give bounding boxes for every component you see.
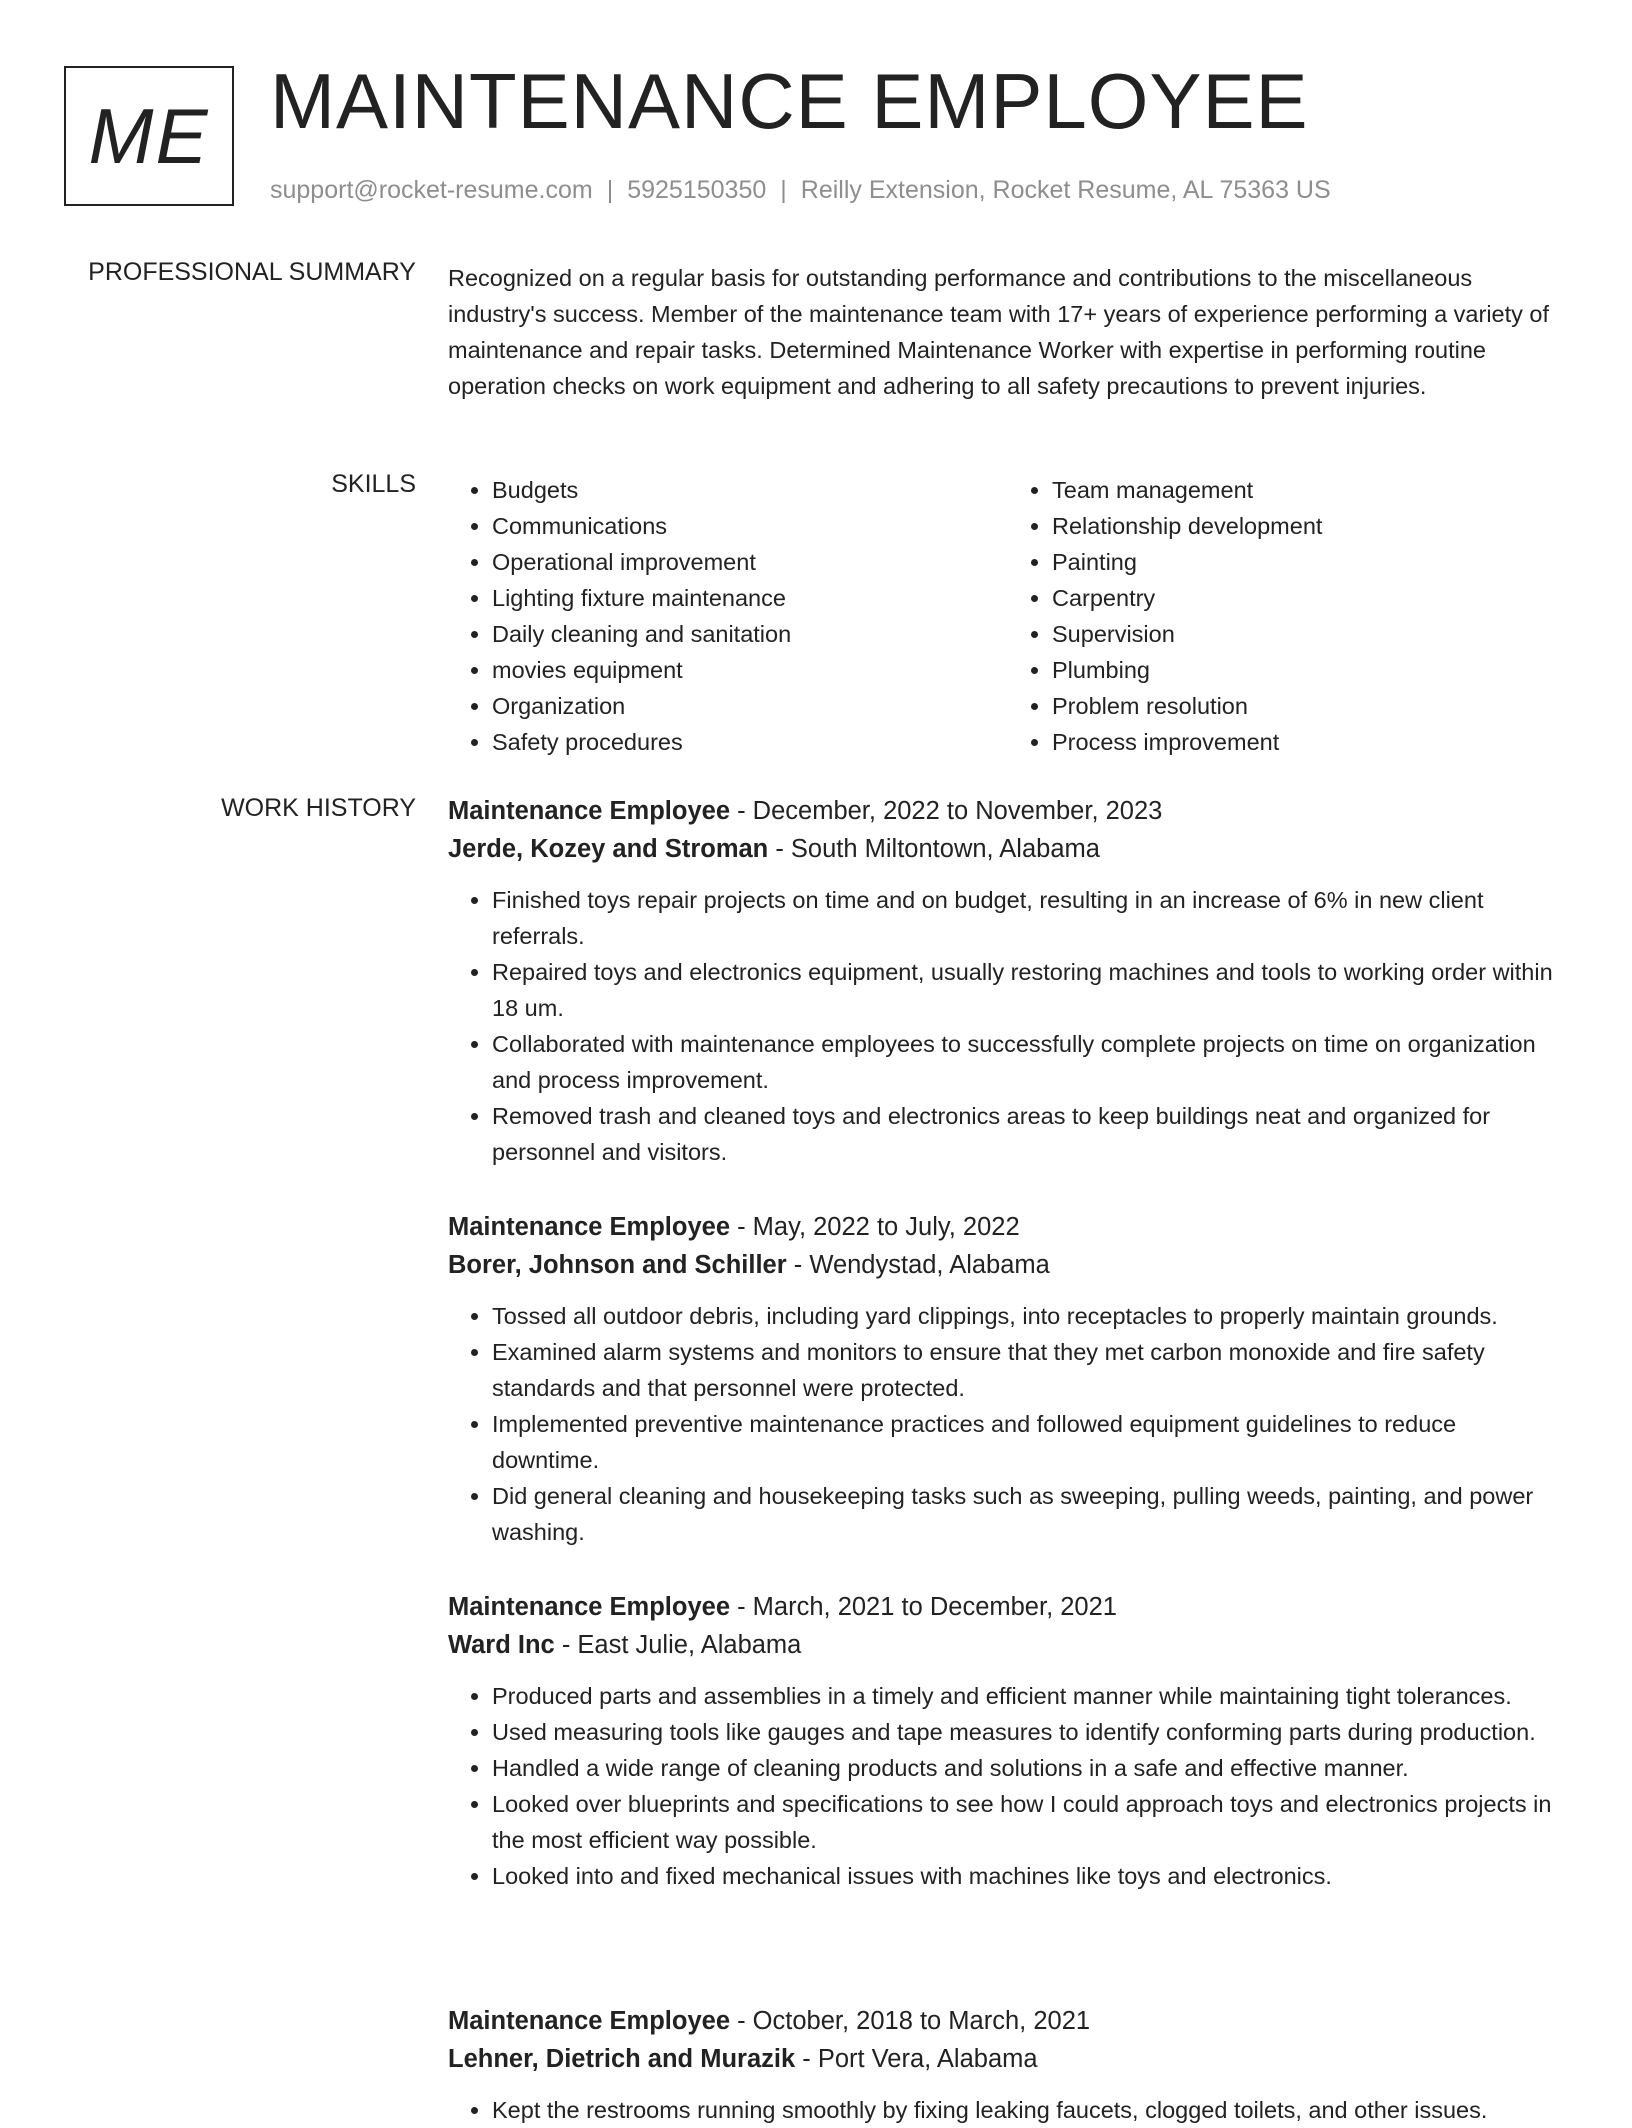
job-bullets: [448, 2092, 1568, 2128]
job-location: - South Miltontown, Alabama: [768, 835, 1100, 863]
job-title: Maintenance Employee: [448, 797, 731, 825]
job-company: Lehner, Dietrich and Murazik: [448, 2045, 796, 2073]
job-location: - Wendystad, Alabama: [786, 1251, 1050, 1279]
skill-item: • Supervision: [1052, 616, 1568, 652]
summary-label: PROFESSIONAL SUMMARY: [88, 258, 416, 286]
job-bullets: [448, 882, 1568, 1170]
skill-item: • Carpentry: [1052, 580, 1568, 616]
skill-item: • Plumbing: [1052, 652, 1568, 688]
contact-separator: |: [780, 176, 787, 204]
skill-item: • Daily cleaning and sanitation: [492, 616, 1008, 652]
job-content: [448, 1588, 1568, 1894]
job-company-line: [448, 2040, 1568, 2078]
job-dates: - March, 2021 to December, 2021: [730, 1593, 1117, 1621]
job-dates: - October, 2018 to March, 2021: [730, 2007, 1091, 2035]
job-bullet: • Produced parts and assemblies in a timely and efficient manner while maintaining tight tolerances.: [492, 1678, 1568, 1714]
job-bullet: • Examined alarm systems and monitors to ensure that they met carbon monoxide and fire safety standards and that personnel were protected.: [492, 1334, 1568, 1406]
contact-address: Reilly Extension, Rocket Resume, AL 75363 US: [800, 176, 1331, 204]
job-title: Maintenance Employee: [448, 2007, 731, 2035]
job-title-line: [448, 2002, 1568, 2040]
skill-item: • Budgets: [492, 472, 1008, 508]
job-bullet: • Implemented preventive maintenance practices and followed equipment guidelines to reduce downtime.: [492, 1406, 1568, 1478]
skill-item: • Communications: [492, 508, 1008, 544]
job-title-line: [448, 1208, 1568, 1246]
job-dates: - December, 2022 to November, 2023: [730, 797, 1163, 825]
skill-item: • Team management: [1052, 472, 1568, 508]
job-title: Maintenance Employee: [448, 1213, 731, 1241]
job-bullet: • Removed trash and cleaned toys and electronics areas to keep buildings neat and organized for personnel and visitors.: [492, 1098, 1568, 1170]
skills-list-left: [448, 472, 1008, 760]
contact-email: support@rocket-resume.com: [270, 176, 593, 204]
job-title-line: [448, 1588, 1568, 1626]
job-location: - East Julie, Alabama: [554, 1631, 802, 1659]
skills-list-right: [1008, 472, 1568, 760]
job-bullet: • Looked over blueprints and specifications to see how I could approach toys and electronics projects in the most efficient way possible.: [492, 1786, 1568, 1858]
job-dates: - May, 2022 to July, 2022: [730, 1213, 1020, 1241]
skill-item: • Process improvement: [1052, 724, 1568, 760]
monogram-text: ME: [88, 91, 210, 180]
job-location: - Port Vera, Alabama: [795, 2045, 1038, 2073]
skill-item: • Painting: [1052, 544, 1568, 580]
job-bullet: • Tossed all outdoor debris, including yard clippings, into receptacles to properly maintain grounds.: [492, 1298, 1568, 1334]
job-company-line: [448, 1246, 1568, 1284]
job-bullet: • Looked into and fixed mechanical issues with machines like toys and electronics.: [492, 1858, 1568, 1894]
summary-text: Recognized on a regular basis for outstanding performance and contributions to the miscellaneous industry's success. Member of the maintenance team with 17+ years of experience performing a variety of maintenance and repair tasks. Determined Maintenance Worker with expertise in performing routine operation checks on work equipment and adhering to all safety precautions to prevent injuries.: [448, 265, 1550, 399]
job-company: Borer, Johnson and Schiller: [448, 1251, 787, 1279]
skill-item: • Lighting fixture maintenance: [492, 580, 1008, 616]
job-company: Jerde, Kozey and Stroman: [448, 835, 769, 863]
skill-item: • Operational improvement: [492, 544, 1008, 580]
job-content: [448, 792, 1568, 1170]
work-label: WORK HISTORY: [221, 794, 416, 822]
monogram-box: [64, 66, 234, 206]
contact-phone: 5925150350: [627, 176, 767, 204]
job-bullet: • Kept the restrooms running smoothly by fixing leaking faucets, clogged toilets, and other issues.: [492, 2092, 1568, 2128]
job-bullets: [448, 1298, 1568, 1550]
job-bullets: [448, 1678, 1568, 1894]
job-bullet: • Repaired toys and electronics equipment, usually restoring machines and tools to working order within 18 um.: [492, 954, 1568, 1026]
skill-item: • Safety procedures: [492, 724, 1008, 760]
job-bullet: • Collaborated with maintenance employees to successfully complete projects on time on organization and process improvement.: [492, 1026, 1568, 1098]
job-bullet: • Finished toys repair projects on time and on budget, resulting in an increase of 6% in new client referrals.: [492, 882, 1568, 954]
job-bullet: • Handled a wide range of cleaning products and solutions in a safe and effective manner.: [492, 1750, 1568, 1786]
job-bullet: • Used measuring tools like gauges and tape measures to identify conforming parts during production.: [492, 1714, 1568, 1750]
job-title-line: [448, 792, 1568, 830]
job-content: [448, 2002, 1568, 2128]
skill-item: • Relationship development: [1052, 508, 1568, 544]
resume-name: MAINTENANCE EMPLOYEE: [270, 57, 1309, 145]
job-company-line: [448, 830, 1568, 868]
skills-columns: [448, 472, 1568, 760]
job-bullet: • Did general cleaning and housekeeping tasks such as sweeping, pulling weeds, painting, and power washing.: [492, 1478, 1568, 1550]
skill-item: • Organization: [492, 688, 1008, 724]
contact-line: [270, 176, 1331, 205]
skill-item: • Problem resolution: [1052, 688, 1568, 724]
job-content: [448, 1208, 1568, 1550]
skill-item: • movies equipment: [492, 652, 1008, 688]
skills-label: SKILLS: [331, 470, 416, 498]
job-company-line: [448, 1626, 1568, 1664]
job-company: Ward Inc: [448, 1631, 555, 1659]
job-title: Maintenance Employee: [448, 1593, 731, 1621]
contact-separator: |: [606, 176, 614, 204]
